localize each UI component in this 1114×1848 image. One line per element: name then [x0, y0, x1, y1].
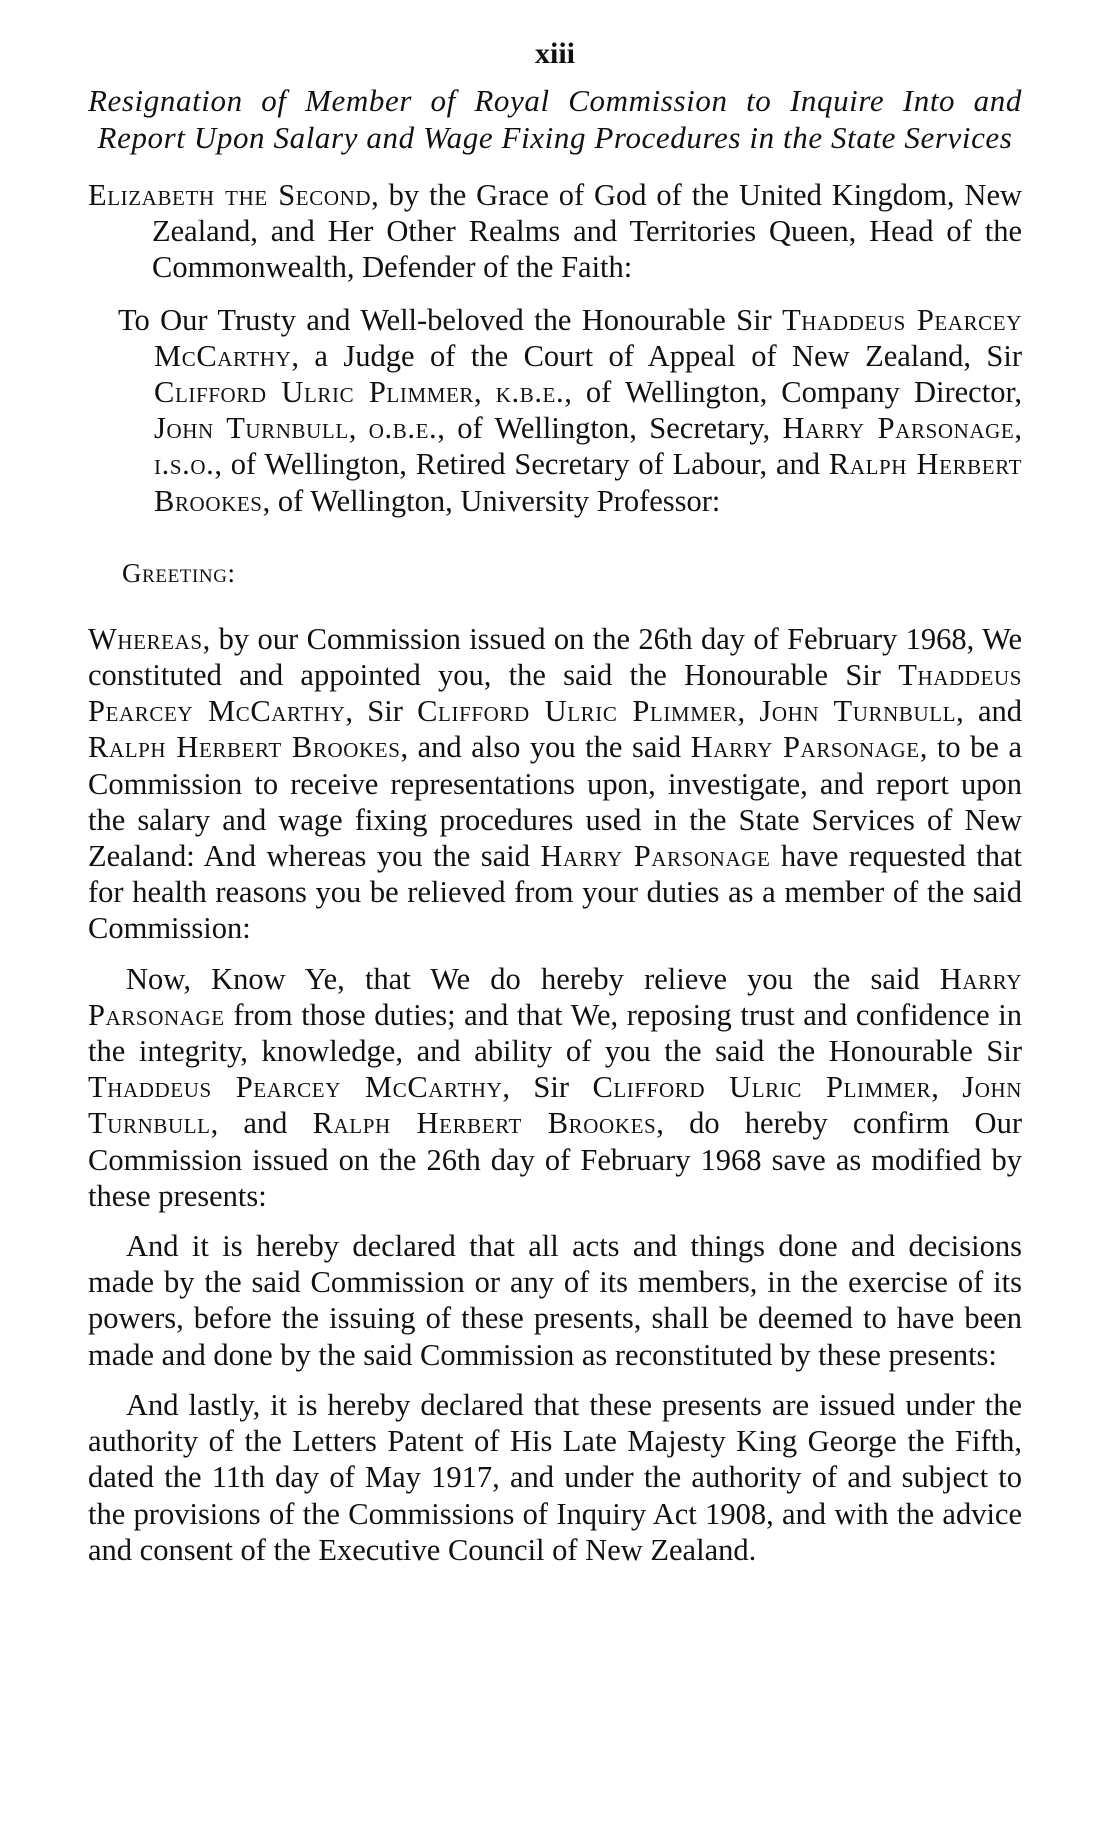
whereas-text: , to be a Commission to receive representations upon, investigate, and report upon the salary and wage fixing procedures used in the State Services of New Zealand: And whereas you the said: [88, 730, 1022, 874]
address-text: , of Wellington, Company Director,: [564, 375, 1022, 410]
address-text: ,: [1014, 411, 1022, 446]
person-name: Harry Parsonage: [690, 730, 920, 765]
person-name: Thaddeus Pearcey McCarthy: [88, 658, 1022, 729]
person-name: Thaddeus Pearcey McCarthy: [88, 1070, 503, 1105]
person-name: Clifford Ulric Plimmer: [154, 375, 475, 410]
person-name: Clifford Ulric Plimmer: [417, 694, 738, 729]
whereas-text: , Sir: [345, 694, 418, 729]
person-name: Thaddeus Pearcey McCarthy: [154, 302, 1022, 373]
address-paragraph: [118, 302, 1022, 519]
person-name: John Turnbull: [759, 694, 957, 729]
address-text: ,: [348, 411, 369, 446]
whereas-text: , and also you the said: [400, 730, 691, 765]
declaration-paragraph: And it is hereby declared that all acts and things done and decisions made by the said Commission or any of its members, in the exercise of its powers, before the issuing of these presents, shall be deemed to have been made and done by the said Commission as reconstituted by these presents:: [88, 1229, 1022, 1372]
whereas-paragraph: [88, 621, 1022, 947]
address-text: , of Wellington, Secretary,: [437, 411, 783, 446]
now-know-text: Now, Know Ye, that We do hereby relieve you the said: [126, 961, 940, 996]
person-name: Clifford Ulric Plimmer: [592, 1070, 932, 1105]
greeting: Greeting:: [122, 557, 236, 588]
whereas-word: Whereas: [88, 621, 203, 656]
document-title: Resignation of Member of Royal Commission to Inquire Into and Report Upon Salary and Wage Fixing Procedures in the State Services: [88, 83, 1022, 155]
address-text: ,: [474, 375, 496, 410]
address-text: To Our Trusty and Well-beloved the Honourable Sir: [118, 302, 783, 337]
now-know-ye-paragraph: [88, 961, 1022, 1214]
now-know-text: , Sir: [502, 1070, 593, 1105]
now-know-text: , and: [210, 1106, 313, 1141]
address-text: , a Judge of the Court of Appeal of New Zealand, Sir: [291, 338, 1022, 373]
now-know-text: from those duties; and that We, reposing trust and confidence in the integrity, knowledge, and ability of you the said the Honourable Sir: [88, 997, 1022, 1069]
person-name: Ralph Herbert Brookes: [154, 447, 1022, 518]
address-text: , of Wellington, Retired Secretary of Labour, and: [214, 447, 829, 482]
person-name: Harry Parsonage: [88, 961, 1022, 1032]
document-page: [88, 34, 1022, 1568]
preamble-text: , by the Grace of God of the United Kingdom, New Zealand, and Her Other Realms and Territories Queen, Head of the Commonwealth, Defender of the Faith:: [152, 178, 1023, 285]
person-name: John Turnbull: [88, 1070, 1023, 1141]
whereas-text: , by our Commission issued on the 26th day of February 1968, We constituted and appointed you, the said the Honourable Sir: [88, 621, 1022, 693]
person-name: John Turnbull: [154, 411, 349, 446]
preamble-paragraph: [88, 177, 1022, 286]
now-know-text: , do hereby confirm Our Commission issued on the 26th day of February 1968 save as modified by these presents:: [88, 1106, 1022, 1213]
whereas-text: , and: [956, 694, 1022, 729]
sovereign-name: Elizabeth the Second: [88, 178, 372, 212]
person-name: Ralph Herbert Brookes: [88, 730, 401, 765]
person-name: Ralph Herbert Brookes: [312, 1106, 657, 1141]
honour-abbrev: k.b.e.: [495, 375, 565, 410]
address-text: , of Wellington, University Professor:: [262, 483, 721, 518]
whereas-text: have requested that for health reasons you be relieved from your duties as a member of the said Commission:: [88, 839, 1023, 946]
honour-abbrev: o.b.e.: [368, 411, 438, 446]
person-name: Harry Parsonage: [540, 839, 771, 874]
person-name: Harry Parsonage: [782, 411, 1015, 446]
whereas-text: ,: [737, 694, 760, 729]
honour-abbrev: i.s.o.: [154, 447, 215, 482]
lastly-paragraph: And lastly, it is hereby declared that these presents are issued under the authority of the Letters Patent of His Late Majesty King George the Fifth, dated the 11th day of May 1917, and under the authority of and subject to the provisions of the Commissions of Inquiry Act 1908, and with the advice and consent of the Executive Council of New Zealand.: [88, 1387, 1022, 1567]
page-number: xiii: [534, 37, 575, 70]
now-know-text: ,: [931, 1070, 963, 1105]
